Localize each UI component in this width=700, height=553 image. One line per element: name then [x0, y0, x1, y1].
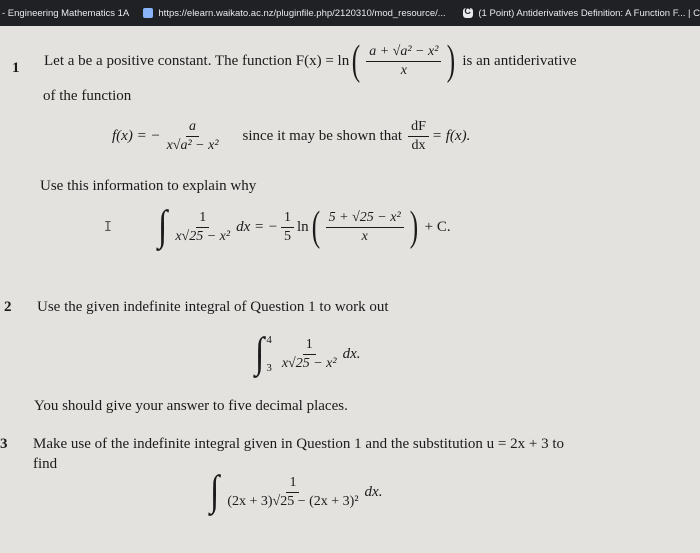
since-text: since it may be shown that	[242, 128, 403, 144]
f-numerator: a	[186, 119, 199, 137]
dF-denominator: dx	[411, 138, 426, 153]
q2-definite-integral	[255, 330, 361, 377]
q1-integrand-num: 1	[196, 210, 209, 228]
q2-dx: dx.	[342, 345, 361, 362]
dF-dx-fraction	[408, 119, 429, 154]
q3-dx: dx.	[364, 483, 383, 500]
q3-integrand-den: (2x + 3)√25 − (2x + 3)²	[227, 493, 359, 509]
q1-integrand	[172, 210, 233, 245]
pdf-page	[0, 26, 700, 553]
tab-title: (1 Point) Antiderivatives Definition: A Function F... | C	[478, 7, 700, 19]
q1-F-numerator: a + √a² − x²	[366, 44, 441, 62]
q1-use-info: Use this information to explain why	[40, 178, 257, 194]
integral-sign-icon: ∫	[210, 468, 220, 515]
q2-integrand-den: x√25 − x²	[281, 355, 337, 371]
q1-antideriv-text: is an antiderivative	[462, 52, 577, 69]
tab-title: - Engineering Mathematics 1A	[2, 7, 130, 19]
equals-fx: = f(x).	[431, 128, 471, 144]
q1-integrand-den: x√25 − x²	[175, 228, 231, 244]
file-icon	[143, 8, 153, 18]
q3-integral	[210, 468, 383, 515]
q3-integrand	[224, 475, 361, 510]
upper-limit: 4	[266, 334, 272, 346]
q2-integrand	[279, 337, 340, 372]
one-fifth-fraction	[281, 210, 294, 245]
tab-pdf-resource[interactable]	[131, 0, 446, 26]
tab-engineering-mathematics[interactable]	[0, 0, 131, 26]
one-fifth-den: 5	[284, 228, 291, 244]
ln-denominator: x	[361, 228, 368, 244]
right-paren: )	[447, 38, 456, 84]
f-fraction	[164, 119, 222, 154]
plus-c: + C.	[424, 218, 451, 235]
text-cursor-icon: I	[104, 220, 112, 235]
browser-tab-bar	[0, 0, 700, 26]
q1-F-denominator: x	[400, 62, 407, 78]
left-paren: (	[311, 204, 320, 250]
q3-text-2: find	[33, 456, 58, 472]
ln-numerator: 5 + √25 − x²	[326, 210, 404, 228]
q1-integral	[158, 203, 451, 250]
tab-chegg-question[interactable]	[443, 0, 700, 26]
q3-integrand-num: 1	[286, 475, 299, 493]
tab-title: https://elearn.waikato.ac.nz/pluginfile.php/2120310/mod_resource/...	[158, 7, 446, 19]
ln-text: ln	[297, 218, 309, 235]
chegg-icon	[463, 8, 473, 18]
integral-sign-icon: ∫	[158, 203, 168, 250]
q2-integrand-num: 1	[303, 337, 316, 355]
right-paren: )	[409, 204, 418, 250]
q1-intro-text: Let a be a positive constant. The function F(x) = ln	[44, 52, 350, 69]
integral-limits	[266, 334, 272, 374]
q1-F-fraction	[366, 44, 441, 79]
q1-dx-equals: dx = −	[236, 218, 278, 235]
q1-f-definition	[112, 119, 470, 154]
q3-text: Make use of the indefinite integral given in Question 1 and the substitution u = 2x + 3 to	[33, 436, 564, 452]
ln-fraction	[326, 210, 404, 245]
q1-intro-line	[44, 40, 577, 82]
integral-sign-icon: ∫	[255, 330, 265, 377]
f-label: f(x) = −	[112, 128, 161, 144]
q2-answer-note: You should give your answer to five decimal places.	[34, 398, 348, 414]
left-paren: (	[352, 38, 361, 84]
lower-limit: 3	[266, 362, 272, 374]
question-1-number: 1	[12, 60, 20, 76]
question-3-number: 3	[0, 436, 8, 452]
q1-line-2: of the function	[43, 88, 132, 104]
question-2-number: 2	[4, 299, 12, 315]
one-fifth-num: 1	[281, 210, 294, 228]
dF-numerator: dF	[408, 119, 429, 137]
f-denominator: x√a² − x²	[166, 138, 219, 153]
q2-text: Use the given indefinite integral of Question 1 to work out	[37, 299, 389, 315]
